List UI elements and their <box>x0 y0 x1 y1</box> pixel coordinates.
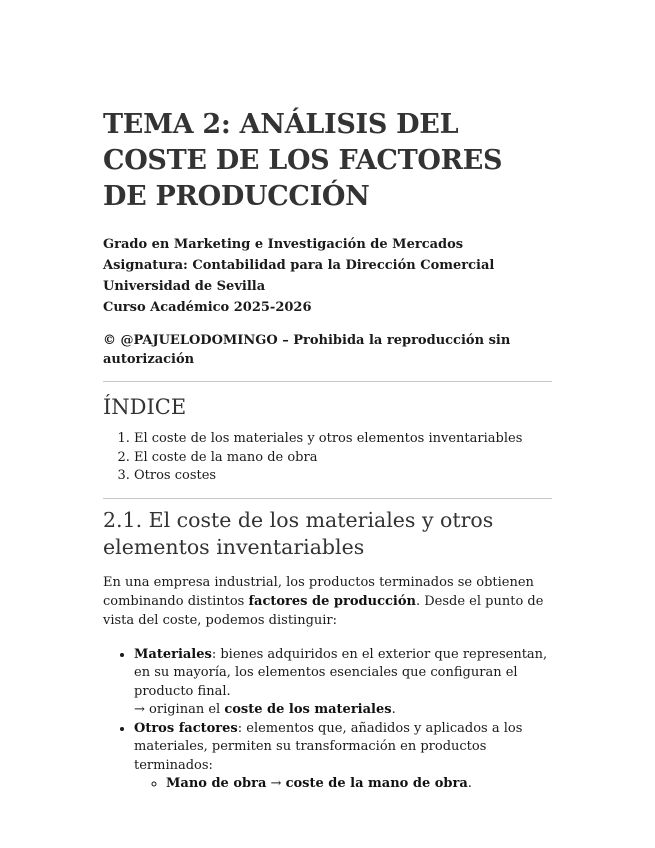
sub-arrow: → <box>266 776 286 791</box>
arrow-end: . <box>391 702 396 717</box>
intro-text: En una empresa industrial, los productos terminados se obtienen combinando distintos <box>103 574 534 609</box>
intro-bold: factores de producción <box>248 593 416 609</box>
document-title: TEMA 2: ANÁLISIS DEL COSTE DE LOS FACTORES DE PRODUCCIÓN <box>103 109 503 212</box>
index-list <box>103 430 552 486</box>
university-line: Universidad de Sevilla <box>103 279 266 294</box>
section-heading: 2.1. El coste de los materiales y otros elementos inventariables <box>103 507 494 559</box>
sub-end: . <box>467 776 472 791</box>
index-heading: ÍNDICE <box>103 395 187 419</box>
subject-line: Asignatura: Contabilidad para la Dirección Comercial <box>103 258 495 273</box>
sub-result: coste de la mano de obra <box>285 776 468 791</box>
year-line: Curso Académico 2025-2026 <box>103 300 312 315</box>
index-item: 1. El coste de los materiales y otros elementos inventariables <box>134 430 552 449</box>
sub-list-item <box>166 775 552 794</box>
bullet-text: : bienes adquiridos en el exterior que representan, en su mayoría, los elementos esenciales que configuran el producto final. <box>134 646 548 699</box>
course-info <box>103 234 552 318</box>
copyright-notice: © @PAJUELODOMINGO – Prohibida la reproducción sin autorización <box>103 333 511 367</box>
factors-list <box>103 646 552 794</box>
sub-term: Mano de obra <box>166 776 267 791</box>
index-item: 2. El coste de la mano de obra <box>134 449 552 468</box>
intro-text-end: . Desde el punto de vista del coste, podemos distinguir: <box>103 593 544 628</box>
arrow-bold: coste de los materiales <box>224 702 392 717</box>
degree-line: Grado en Marketing e Investigación de Mercados <box>103 237 464 252</box>
divider <box>103 381 552 382</box>
sub-list <box>134 775 552 794</box>
divider <box>103 498 552 499</box>
index-item: 3. Otros costes <box>134 467 552 486</box>
list-item <box>134 720 552 794</box>
bullet-term: Otros factores <box>134 720 238 736</box>
list-item <box>134 646 552 720</box>
section-intro <box>103 573 552 630</box>
arrow-text: → originan el <box>134 702 225 717</box>
bullet-term: Materiales <box>134 646 212 662</box>
bullet-text: : elementos que, añadidos y aplicados a los materiales, permiten su transformación en productos terminados: <box>134 720 523 773</box>
